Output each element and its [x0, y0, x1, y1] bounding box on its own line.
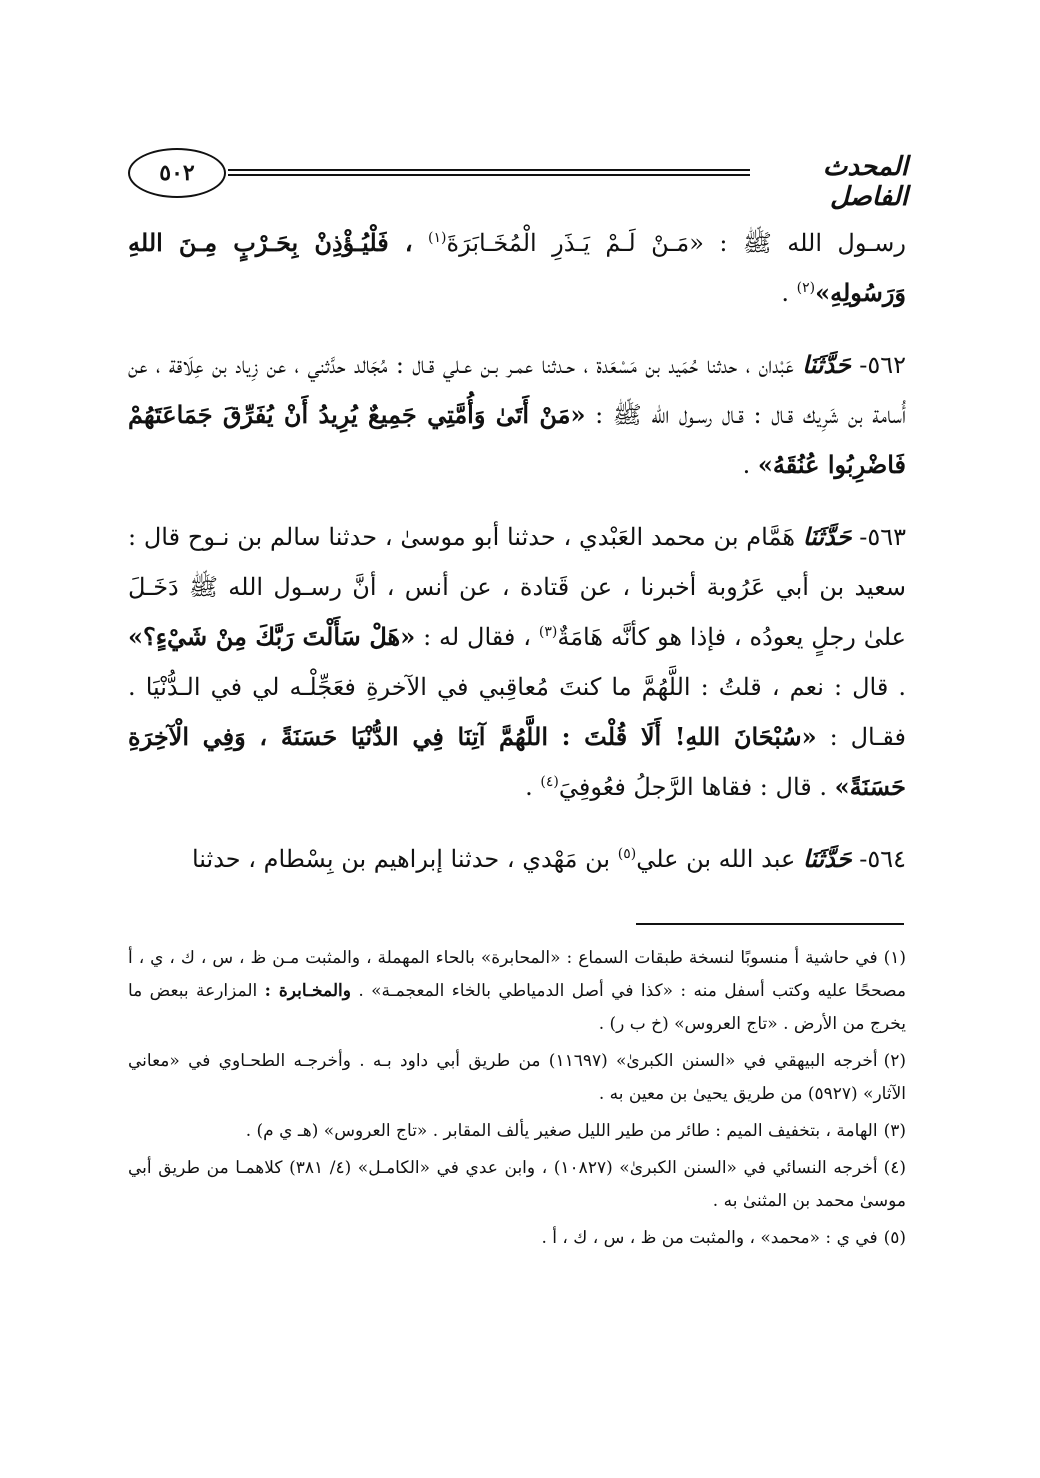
page-header	[128, 148, 908, 212]
footnote-bold-term: والمخـابرة :	[264, 981, 351, 1001]
page-number: ٥٠٢	[128, 148, 226, 198]
footnote-number: (١)	[883, 948, 906, 968]
hadith-matn-563-b: «سُبْحَانَ اللهِ! أَلَا قُلْتَ : اللَّهُمَّ آتِنَا فِي الدُّنْيَا حَسَنَةً ، وَفِي الْآخِرَةِ حَسَنَةً»	[128, 722, 906, 801]
hadith-text-563-b: ، فقال له :	[423, 623, 531, 651]
footnote-text: في حاشية أ منسوبًا لنسخة طبقات السماع : «المحابرة» بالحاء المهملة ، والمثبت مـن ظ ، س ، ك ، ي ، أ مصححًا عليه وكتب أسفل منه : «كذا في أصل الدمياطي بالخاء المعجمـة» .	[128, 948, 907, 1001]
footnotes	[128, 942, 906, 1259]
footnote-number: (٣)	[883, 1121, 906, 1141]
hadith-563	[128, 512, 906, 812]
hadith-end-562: .	[742, 451, 751, 479]
hadith-lead-564: حَدَّثَنَا	[802, 844, 852, 873]
p1-end: .	[781, 279, 790, 307]
hadith-number-562: ٥٦٢-	[859, 351, 906, 379]
footnote-number: (٢)	[883, 1051, 906, 1071]
running-title: المحدث الفاصل	[822, 152, 908, 212]
hadith-isnad-563: هَمَّام بن محمد العَبْدي ، حدثنا أبو موسىٰ ، حدثنا سالم بن نـوح قال : سعيد بن أبي عَرُوبة أخبرنا ، عن قَتادة ، عن أنس ، أنَّ رسـول الله ﷺ دَخَـلَ علىٰ رجلٍ يعودُه ، فإذا هو كأنَّه هَامَةٌ	[128, 523, 906, 651]
hadith-number-564: ٥٦٤-	[859, 845, 906, 873]
footnote-ref-3: (٣)	[538, 624, 558, 640]
footnote-text: أخرجه النسائي في «السنن الكبرىٰ» (١٠٨٢٧) ، وابن عدي في «الكامـل» (٤/ ٣٨١) كلاهمـا من طريق أبي موسىٰ محمد بن المثنىٰ به .	[128, 1158, 906, 1211]
footnote-4	[128, 1152, 906, 1218]
hadith-matn-562: «مَنْ أَتَىٰ وَأُمَّتِي جَمِيعٌ يُرِيدُ أَنْ يُفَرِّقَ جَمَاعَتَهُمْ فَاضْرِبُوا عُنُقَهُ»	[128, 400, 906, 479]
hadith-text-563-c: . قال : نعم ، قلتُ : اللَّهُمَّ ما كنتَ مُعاقِبي في الآخرةِ فعَجِّلْـه لي في الـدُّنْيَا . فقـال :	[128, 673, 907, 751]
footnote-text: أخرجه البيهقي في «السنن الكبرىٰ» (١١٦٩٧) من طريق أبي داود بـه . وأخرجـه الطحـاوي في «معاني الآثار» (٥٩٢٧) من طريق يحيىٰ بن معين به .	[128, 1051, 906, 1104]
footnote-3	[128, 1115, 906, 1148]
hadith-564	[128, 834, 906, 884]
hadith-562	[128, 340, 906, 490]
header-rule-bottom	[228, 174, 750, 176]
paragraph-continuation	[128, 218, 906, 318]
header-rule-top	[228, 169, 750, 171]
hadith-isnad-562: عَبْدان ، حدثنا حُمَيد بن مَسْعَدة ، حـدثنا عمـر بـن عـلي قـال : مُجَالد حدَّثني ، عن زِياد بن عِلَاقة ، عن أُسامة بن شَرِيك قـال : قـال رسـول الله ﷺ :	[128, 351, 906, 429]
hadith-isnad-564-a: عبد الله بن علي	[636, 845, 796, 873]
footnote-1	[128, 942, 906, 1041]
hadith-number-563: ٥٦٣-	[859, 523, 906, 551]
p1-text-a: رسـول الله ﷺ : «مَـنْ لَـمْ يَـذَرِ الْمُخَـابَرَةَ	[446, 229, 906, 257]
footnote-separator	[636, 923, 904, 925]
footnote-text: في ي : «محمد» ، والمثبت من ظ ، س ، ك ، أ .	[541, 1228, 878, 1248]
footnote-number: (٥)	[883, 1228, 906, 1248]
footnote-2	[128, 1045, 906, 1111]
hadith-end-563: .	[525, 773, 533, 801]
hadith-lead-563: حَدَّثَنَا	[802, 522, 852, 551]
hadith-lead-562: حَدَّثَنَا	[802, 350, 851, 379]
main-text	[128, 218, 906, 906]
footnote-text-2: المزارعة ببعض ما يخرج من الأرض . «تاج العروس» (خ ب ر) .	[128, 981, 906, 1034]
footnote-ref-2: (٢)	[796, 280, 816, 296]
hadith-text-563-d: . قال : فقاها الرَّجلُ فعُوفِيَ	[558, 773, 827, 801]
footnote-ref-1: (١)	[428, 230, 447, 246]
hadith-matn-563-a: «هَلْ سَأَلْتَ رَبَّكَ مِنْ شَيْءٍ؟»	[128, 622, 416, 651]
footnote-text: الهامة ، بتخفيف الميم : طائر من طير الليل صغير يألف المقابر . «تاج العروس» (هـ ي م) .	[245, 1121, 878, 1141]
footnote-5	[128, 1222, 906, 1255]
footnote-ref-5: (٥)	[617, 846, 637, 862]
hadith-isnad-564-b: بن مَهْدي ، حدثنا إبراهيم بن بِسْطام ، حدثنا	[191, 845, 611, 873]
footnote-number: (٤)	[883, 1158, 906, 1178]
footnote-ref-4: (٤)	[540, 774, 559, 790]
p1-text-b: ، فَلْيُـؤْذِنْ بِحَـرْبٍ مِـنَ اللهِ وَرَسُولِهِ»	[128, 228, 906, 307]
